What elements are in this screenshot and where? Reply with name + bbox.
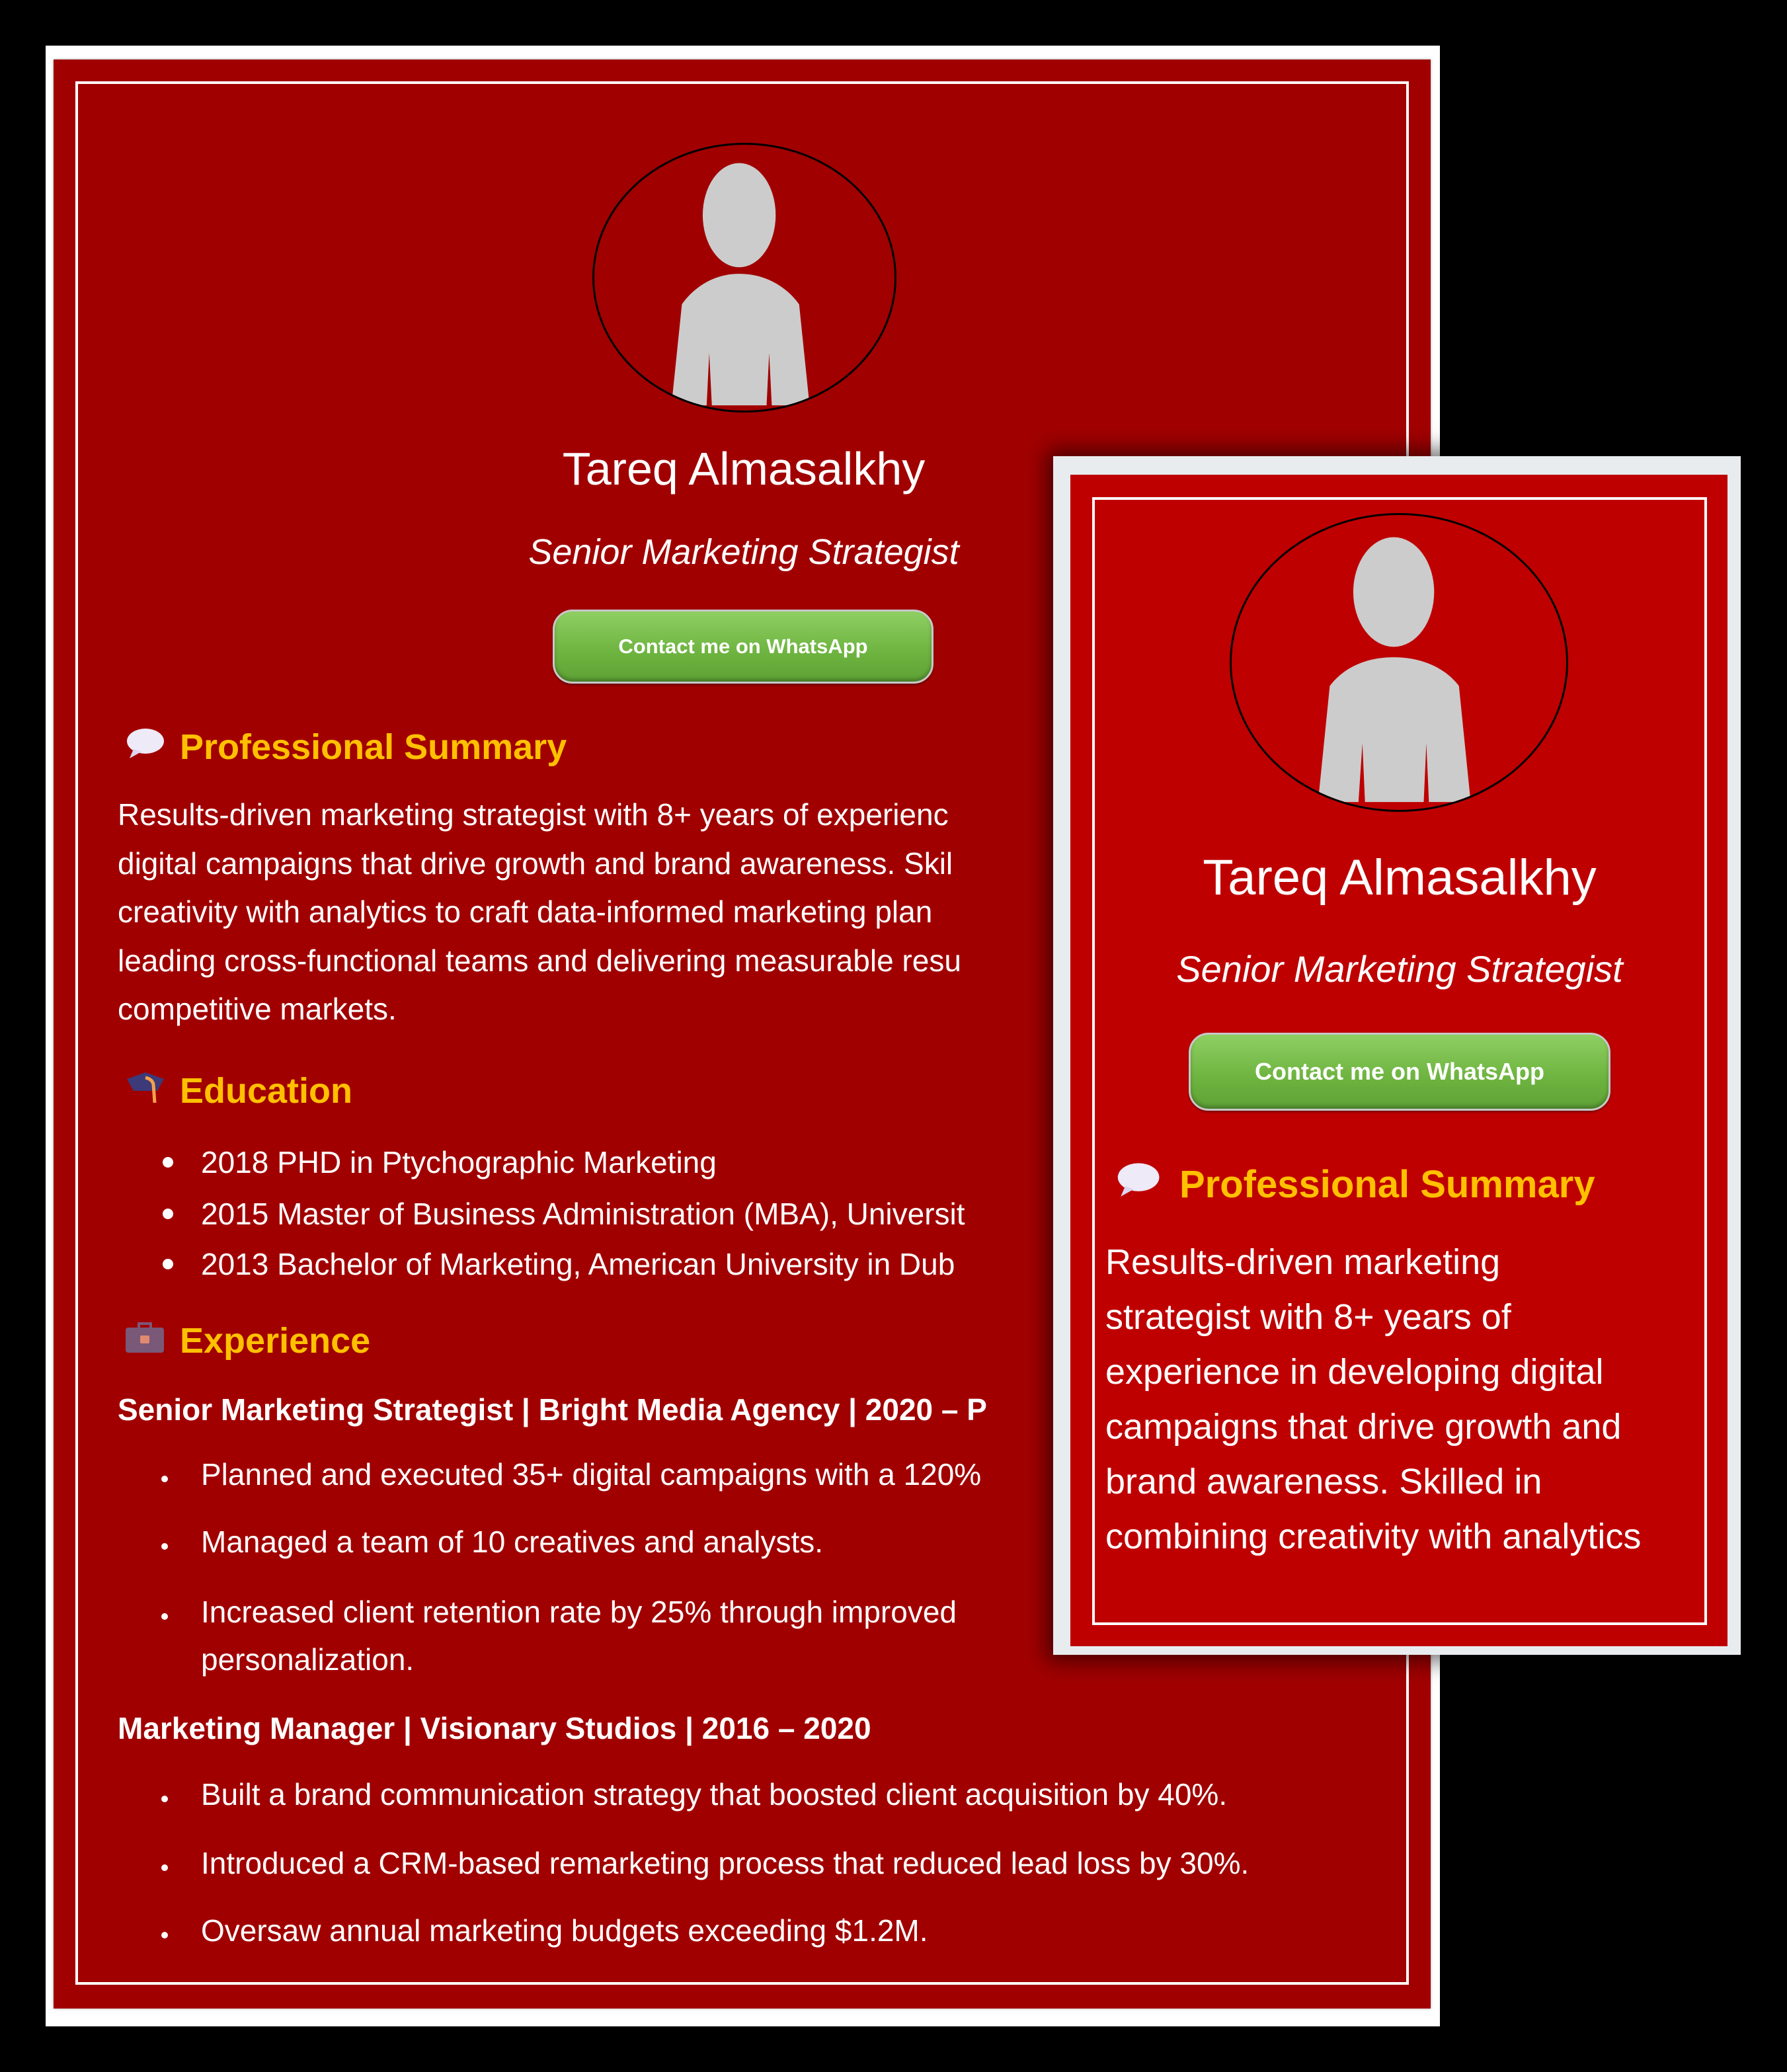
summary-line: Results-driven marketing strategist with 8+ years of experienc <box>118 797 949 832</box>
education-item: 2018 PHD in Ptychographic Marketing <box>201 1145 717 1179</box>
mobile-summary-line: experience in developing digital <box>1105 1352 1604 1392</box>
whatsapp-contact-button-label: Contact me on WhatsApp <box>618 635 868 658</box>
mobile-candidate-job-title: Senior Marketing Strategist <box>1176 948 1623 990</box>
job-bullet: Built a brand communication strategy that boosted client acquisition by 40%. <box>201 1777 1228 1812</box>
education-item: 2015 Master of Business Administration (MBA), Universit <box>201 1197 965 1231</box>
bullet-icon <box>161 1932 168 1938</box>
job-bullet: Introduced a CRM-based remarketing process that reduced lead loss by 30%. <box>201 1846 1250 1880</box>
mobile-summary-line: strategist with 8+ years of <box>1105 1297 1511 1337</box>
job-header: Senior Marketing Strategist | Bright Media Agency | 2020 – P <box>118 1392 987 1427</box>
speech-bubble-icon <box>1115 1161 1161 1207</box>
job-bullet: Increased client retention rate by 25% through improved <box>201 1595 957 1629</box>
mobile-whatsapp-contact-button-label: Contact me on WhatsApp <box>1255 1058 1544 1085</box>
summary-line: leading cross-functional teams and delivering measurable resu <box>118 943 961 978</box>
job-bullet-continuation: personalization. <box>201 1642 415 1677</box>
candidate-job-title: Senior Marketing Strategist <box>528 532 959 572</box>
bullet-icon <box>161 1613 168 1620</box>
education-item: 2013 Bachelor of Marketing, American University in Dub <box>201 1247 955 1281</box>
mobile-avatar <box>1230 513 1568 812</box>
mobile-summary-text <box>1105 1235 1641 1564</box>
bullet-icon <box>161 1543 168 1550</box>
mobile-whatsapp-contact-button[interactable] <box>1189 1033 1610 1111</box>
bullet-icon <box>163 1209 173 1219</box>
speech-bubble-icon <box>124 727 165 768</box>
job-bullet: Oversaw annual marketing budgets exceeding $1.2M. <box>201 1913 928 1948</box>
mobile-summary-line: combining creativity with analytics <box>1105 1517 1642 1556</box>
bullet-icon <box>161 1864 168 1871</box>
bullet-icon <box>161 1796 168 1802</box>
summary-heading <box>124 721 567 774</box>
summary-line: competitive markets. <box>118 992 397 1026</box>
mobile-summary-line: brand awareness. Skilled in <box>1105 1462 1542 1501</box>
summary-heading-label: Professional Summary <box>180 727 567 767</box>
mobile-summary-heading <box>1115 1156 1595 1213</box>
bullet-icon <box>161 1476 168 1482</box>
bullet-icon <box>163 1259 173 1269</box>
mobile-summary-heading-label: Professional Summary <box>1179 1162 1595 1206</box>
graduation-cap-icon <box>124 1068 165 1114</box>
whatsapp-contact-button[interactable] <box>553 610 933 684</box>
mobile-summary-line: campaigns that drive growth and <box>1105 1407 1622 1447</box>
summary-line: digital campaigns that drive growth and brand awareness. Skil <box>118 846 953 881</box>
mobile-summary-line: Results-driven marketing <box>1105 1242 1501 1282</box>
job-bullet: Managed a team of 10 creatives and analysts. <box>201 1525 824 1559</box>
education-heading <box>124 1064 352 1117</box>
education-heading-label: Education <box>180 1071 353 1111</box>
bullet-icon <box>163 1157 173 1168</box>
experience-heading-label: Experience <box>180 1321 371 1361</box>
candidate-name: Tareq Almasalkhy <box>562 443 926 495</box>
summary-line: creativity with analytics to craft data-informed marketing plan <box>118 895 933 929</box>
summary-text <box>118 791 961 1034</box>
experience-heading <box>124 1314 370 1367</box>
person-silhouette-icon <box>1232 515 1566 810</box>
job-bullet: Planned and executed 35+ digital campaigns with a 120% <box>201 1457 982 1492</box>
briefcase-icon <box>124 1320 165 1363</box>
avatar <box>592 143 896 413</box>
person-silhouette-icon <box>594 145 894 411</box>
mobile-candidate-name: Tareq Almasalkhy <box>1203 850 1597 906</box>
job-header: Marketing Manager | Visionary Studios | 2016 – 2020 <box>118 1711 871 1745</box>
